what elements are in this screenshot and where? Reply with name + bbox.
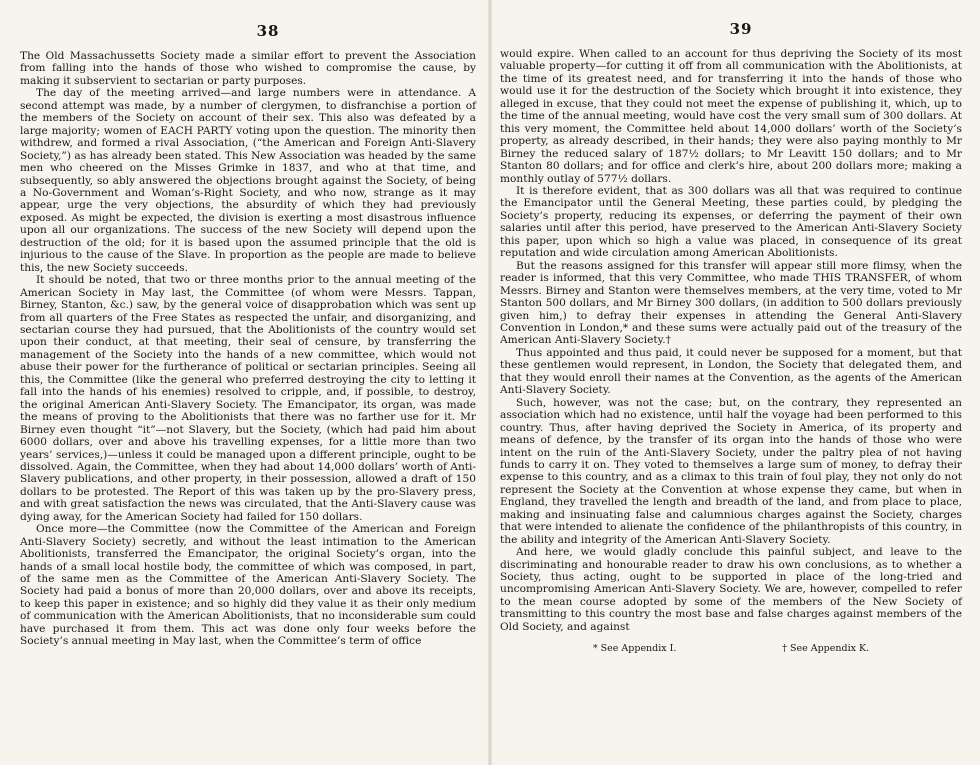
- paragraph: The day of the meeting arrived—and large numbers were in attendance. A second attempt was made, by a number of clergymen, to disfranchise a portion of the members of the Society on account of their sex. This also was defeated by a large majority; women of EACH PARTY voting upon the question. The minority then withdrew, and formed a rival Association, (“the American and Foreign Anti-Slavery Society,”) as has already been stated. This New Association was headed by the same men who cheered on the Misses Grimke in 1837, and who at that time, and subsequently, so ably answered the objections brought against the Society, of being a No-Government and Woman’s-Right Society, and who now, strange as it may appear, urge the very objections, the absurdity of which they had previously exposed. As might be expected, the division is exerting a most disastrous influence upon all our organizations. The success of the new Society will depend upon the destruction of the old; for it is based upon the assumed principle that the old is injurious to the cause of the Slave. In proportion as the people are made to believe this, the new Society succeeds.: [20, 87, 476, 274]
- footnote: † See Appendix K.: [782, 643, 870, 655]
- paragraph: And here, we would gladly conclude this painful subject, and leave to the discriminating and honourable reader to draw his own conclusions, as to whether a Society, thus acting, ought to be supported in place of the long-tried and uncompromising American Anti-Slavery Society. We are, however, compelled to refer to the mean course adopted by some of the members of the New Society of transmitting to this country the most base and false charges against members of the Old Society, and against: [500, 546, 962, 633]
- paragraph: Once more—the Committee (now the Committee of the American and Foreign Anti-Slavery Society) secretly, and without the least intimation to the American Abolitionists, transferred the Emancipator, the original Society’s organ, into the hands of a small local hostile body, the committee of which was composed, in part, of the same men as the Committee of the American Anti-Slavery Society. The Society had paid a bonus of more than 20,000 dollars, over and above its receipts, to keep this paper in existence; and so highly did they value it as their only medium of communication with the American Abolitionists, that no inconsiderable sum could have purchased it from them. This act was done only four weeks before the Society’s annual meeting in May last, when the Committee’s term of office: [20, 523, 476, 648]
- footnote: * See Appendix I.: [592, 643, 677, 655]
- paragraph: The Old Massachussetts Society made a similar effort to prevent the Association from falling into the hands of those who wished to compromise the cause, by making it subservient to sectarian or party purposes.: [20, 50, 476, 87]
- paragraph: would expire. When called to an account for thus depriving the Society of its most valuable property—for cutting it off from all communication with the Abolitionists, at the time of its greatest need, and for transferring it into the hands of those who would use it for the destruction of the Society which brought it into existence, they alleged in excuse, that they could not meet the expense of publishing it, which, up to the time of the annual meeting, would have cost the very small sum of 300 dollars. At this very moment, the Committee held about 14,000 dollars’ worth of the Society’s property, as already described, in their hands; they were also paying monthly to Mr Birney the reduced salary of 187½ dollars; to Mr Leavitt 150 dollars; and to Mr Stanton 80 dollars; and for office and clerk’s hire, about 200 dollars more; making a monthly outlay of 577½ dollars.: [500, 48, 962, 185]
- page-number: 39: [729, 20, 753, 38]
- paragraph: It should be noted, that two or three months prior to the annual meeting of the American Society in May last, the Committee (of whom were Messrs. Tappan, Birney, Stanton, &c.) saw, by the general voice of disapprobation which was sent up from all quarters of the Free States as respected the unfair, and disorganizing, and sectarian course they had pursued, that the Abolitionists of the country would set upon their conduct, at that meeting, their seal of censure, by transferring the management of the Society into the hands of a new committee, which would not abuse their power for the furtherance of political or sectarian principles. Seeing all this, the Committee (like the general who preferred destroying the city to letting it fall into the hands of his enemies) resolved to cripple, and, if possible, to destroy, the original American Anti-Slavery Society. The Emancipator, its organ, was made the means of proving to the Abolitionists that there was no farther use for it. Mr Birney even thought “it”—not Slavery, but the Society, (which had paid him about 6000 dollars, over and above his travelling expenses, for a little more than two years’ services,)—unless it could be managed upon a different principle, ought to be dissolved. Again, the Committee, when they had about 14,000 dollars’ worth of Anti-Slavery publications, and other property, in their possession, allowed a draft of 150 dollars to be protested. The Report of this was taken up by the pro-Slavery press, and with great satisfaction the news was circulated, that the Anti-Slavery cause was dying away, for the American Society had failed for 150 dollars.: [20, 274, 476, 523]
- paragraph: Such, however, was not the case; but, on the contrary, they represented an association which had no existence, until half the voyage had been performed to this country. Thus, after having deprived the Society in America, of its property and means of defence, by the transfer of its organ into the hands of those who were intent on the ruin of the Anti-Slavery Society, under the paltry plea of not having funds to carry it on. They voted to themselves a large sum of money, to defray their expense to this country, and as a climax to this train of foul play, they not only do not represent the Society at the Convention at whose expense they came, but when in England, they travelled the length and breadth of the land, and from place to place, making and insinuating false and calumnious charges against the Society, charges that were intended to alienate the confidence of the philanthropists of this country, in the ability and integrity of the American Anti-Slavery Society.: [500, 396, 962, 546]
- paragraph: But the reasons assigned for this transfer will appear still more flimsy, when the reader is informed, that this very Committee, who made THIS TRANSFER, of whom Messrs. Birney and Stanton were themselves members, at the very time, voted to Mr Stanton 500 dollars, and Mr Birney 300 dollars, (in addition to 500 dollars previously given him,) to defray their expenses in attending the General Anti-Slavery Convention in London,* and these sums were actually paid out of the treasury of the American Anti-Slavery Society.†: [500, 259, 962, 347]
- page-number: 38: [256, 22, 280, 40]
- footnotes: [500, 643, 962, 654]
- paragraph: It is therefore evident, that as 300 dollars was all that was required to continue the Emancipator until the General Meeting, these parties could, by pledging the Society’s property, reducing its expenses, or deferring the payment of their own salaries until after this period, have preserved to the American Anti-Slavery Society this paper, upon which so high a value was placed, in consequence of its great reputation and wide circulation among American Abolitionists.: [500, 184, 962, 260]
- right-page: [490, 0, 980, 765]
- paragraph: Thus appointed and thus paid, it could never be supposed for a moment, but that these gentlemen would represent, in London, the Society that delegated them, and that they would enroll their names at the Convention, as the agents of the American Anti-Slavery Society.: [500, 346, 962, 397]
